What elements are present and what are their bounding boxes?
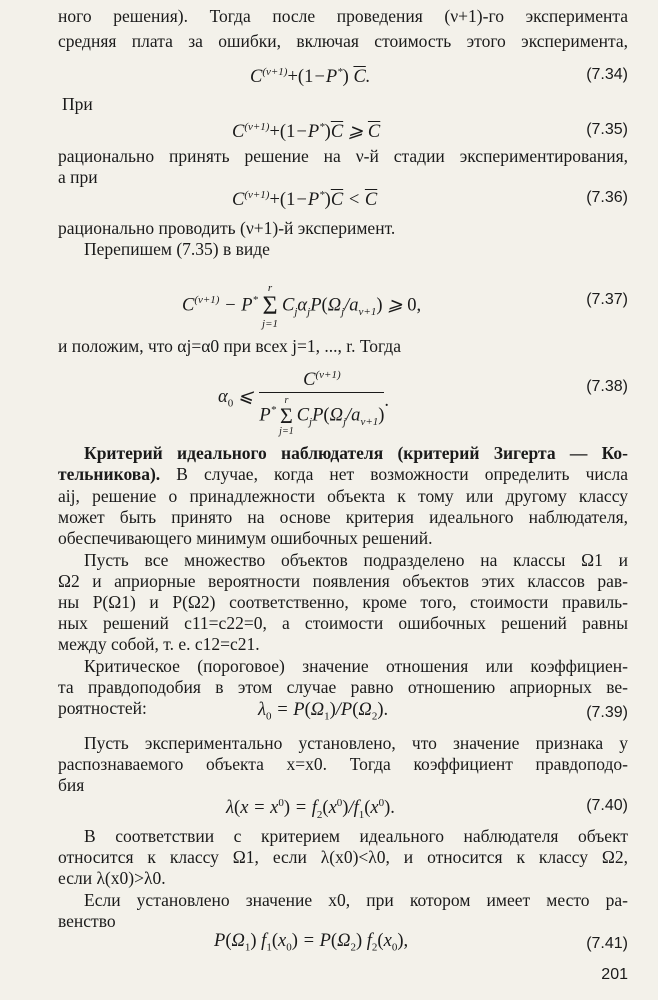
- equation-7-36: $C^{(\nu+1)}+(1-P^*)\overline{C} < \overline{C}$: [232, 189, 378, 211]
- equation-7-41: $P(\Omega_1) f_1(x_0) = P(\Omega_2)$ $f_2(x_0)$,: [214, 931, 409, 954]
- text-line: При: [62, 94, 93, 114]
- text-line: [58, 464, 628, 484]
- equation-number: (7.37): [586, 291, 628, 308]
- equation-7-40: $\lambda(x = x^0) = f_2(x^0)/f_1(x^0)$.: [226, 797, 395, 821]
- text-line: В соответствии с критерием идеального наблюдателя объект: [84, 826, 628, 846]
- criterion-heading-end: тельникова).: [58, 464, 161, 484]
- equation-number: (7.35): [586, 121, 628, 138]
- text-line: венство: [58, 911, 116, 931]
- text-line: Если установлено значение x0, при котором имеет место ра-: [84, 890, 628, 910]
- text-fragment: В случае, когда нет возможности определить числа: [160, 464, 628, 484]
- text-line: и положим, что αj=α0 при всех j=1, ..., r. Тогда: [58, 336, 401, 356]
- section-heading-line: [84, 443, 628, 463]
- text-line: роятностей:: [58, 698, 147, 718]
- text-line: та правдоподобия в этом случае равно отношению априорных ве-: [58, 677, 628, 697]
- text-line: Пусть экспериментально установлено, что значение признака у: [84, 733, 628, 753]
- text-line: бия: [58, 775, 85, 795]
- text-line: обеспечивающего минимум ошибочных решений.: [58, 528, 433, 548]
- text-line: Пусть все множество объектов подразделено на классы Ω1 и: [84, 550, 628, 570]
- equation-number: (7.40): [586, 797, 628, 814]
- text-line: рационально принять решение на ν-й стадии экспериментирования,: [58, 146, 628, 166]
- text-line: между собой, т. е. c12=c21.: [58, 634, 260, 654]
- equation-7-37: $C^{(\nu+1)} - P^*$ r Σ j=1 $C_j\alpha_jP(\Omega_j/a_{\nu+1})$ ⩾ 0,: [182, 282, 422, 330]
- equation-number: (7.38): [586, 378, 628, 395]
- text-line: Перепишем (7.35) в виде: [84, 239, 270, 259]
- equation-7-39: $\lambda_0 = P(\Omega_1)/P(\Omega_2)$.: [258, 700, 389, 723]
- equation-number: (7.39): [586, 704, 628, 721]
- text-line: ных решений c11=c22=0, а стоимости ошибочных решений равны: [58, 613, 628, 633]
- equation-7-38: $\alpha_0$ ⩽ $C^{(\nu+1)}$ P* r Σ j=1 $C_jP(\Omega_j/a_{\nu+1})$ .: [218, 364, 389, 437]
- text-line: средняя плата за ошибки, включая стоимость этого эксперимента,: [58, 31, 628, 51]
- equation-number: (7.34): [586, 66, 628, 83]
- page-number: 201: [601, 966, 628, 983]
- text-line: ного решения). Тогда после проведения (ν+1)-го эксперимента: [58, 6, 628, 26]
- text-line: если λ(x0)>λ0.: [58, 868, 166, 888]
- text-line: относится к классу Ω1, если λ(x0)<λ0, и относится к классу Ω2,: [58, 847, 628, 867]
- equation-number: (7.41): [586, 935, 628, 952]
- text-line: Критическое (пороговое) значение отношения или коэффициен-: [84, 656, 628, 676]
- equation-number: (7.36): [586, 189, 628, 206]
- criterion-heading: Критерий идеального наблюдателя (критерий Зигерта — Ко-: [84, 443, 628, 463]
- text-line: рационально проводить (ν+1)-й эксперимент.: [58, 218, 396, 238]
- text-line: Ω2 и априорные вероятности появления объектов этих классов рав-: [58, 571, 628, 591]
- text-line: aij, решение о принадлежности объекта к тому или другому классу: [58, 486, 628, 506]
- text-line: может быть принято на основе критерия идеального наблюдателя,: [58, 507, 628, 527]
- equation-7-35: $C^{(\nu+1)}+(1-P^*)\overline{C}$ ⩾ $\overline{C}$: [232, 121, 381, 143]
- text-line: а при: [58, 167, 98, 187]
- text-line: ны P(Ω1) и P(Ω2) соответственно, кроме того, стоимости правиль-: [58, 592, 628, 612]
- equation-7-34: $C^{(\nu+1)}+(1-P^*)$ $\overline{C}$.: [250, 66, 371, 88]
- text-line: распознаваемого объекта x=x0. Тогда коэффициент правдоподо-: [58, 754, 628, 774]
